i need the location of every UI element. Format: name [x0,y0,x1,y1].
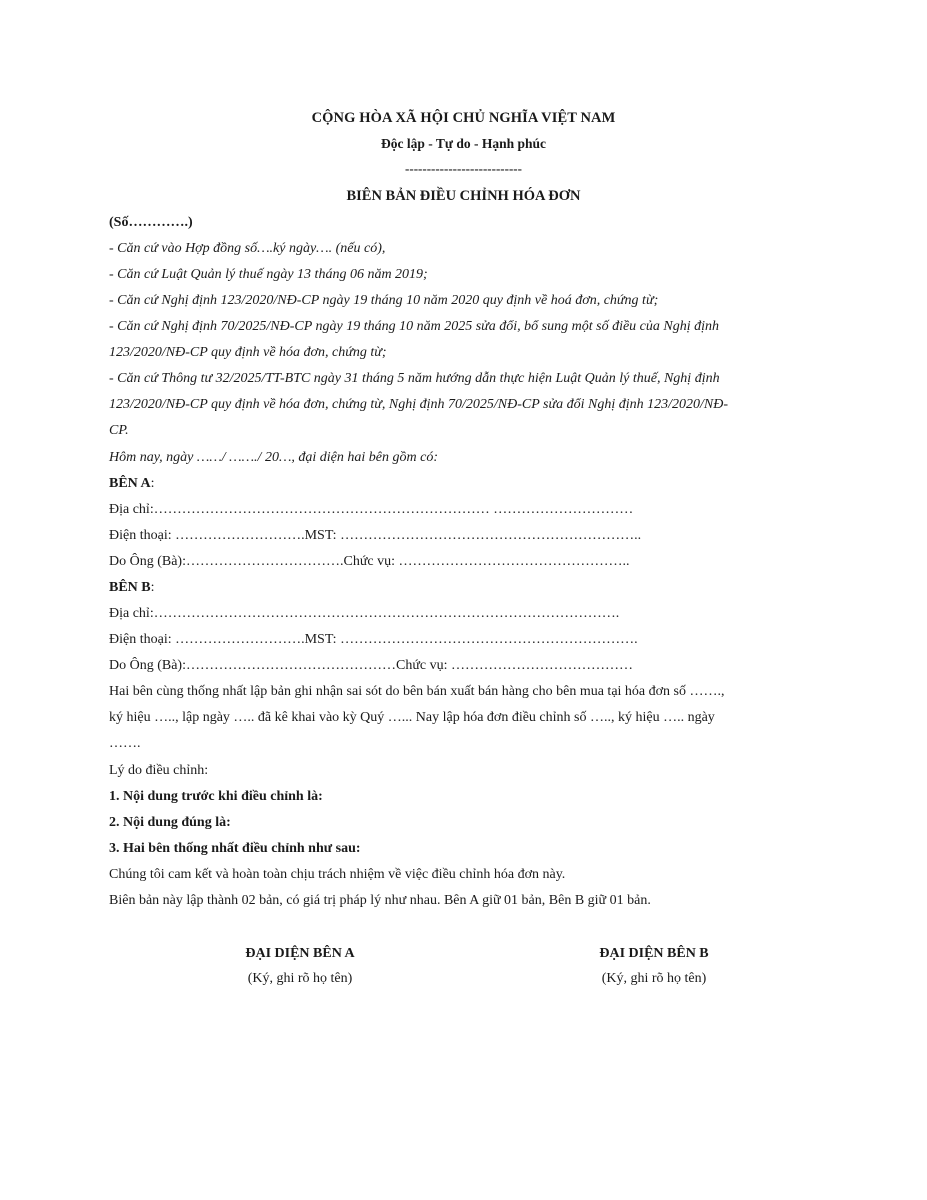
party-a-heading [109,476,155,492]
party-a-phone: Điện thoại: ……………………….MST: ……………………………………………………….. [109,528,642,543]
basis-line-4: - Căn cứ Nghị định 70/2025/NĐ-CP ngày 19 tháng 10 năm 2025 sửa đổi, bổ sung một số điều của Nghị định [109,319,720,334]
party-b-representative: Do Ông (Bà):………………………………………Chức vụ: ………………………………… [109,658,634,673]
nation-heading: CỘNG HÒA XÃ HỘI CHỦ NGHĨA VIỆT NAM [311,110,616,126]
document-number: (Số………….) [109,215,193,230]
section-2: 2. Nội dung đúng là: [109,815,231,830]
basis-line-2: - Căn cứ Luật Quản lý thuế ngày 13 tháng 06 năm 2019; [109,267,428,282]
agreement-line-3: ……. [109,736,141,751]
basis-line-6: - Căn cứ Thông tư 32/2025/TT-BTC ngày 31 tháng 5 năm hướng dẫn thực hiện Luật Quản lý thuế, Nghị định [109,371,720,386]
signature-block-b [504,946,804,987]
document-title: BIÊN BẢN ĐIỀU CHỈNH HÓA ĐƠN [346,188,581,204]
copies-text: Biên bản này lập thành 02 bản, có giá trị pháp lý như nhau. Bên A giữ 01 bản, Bên B giữ 01 bản. [109,893,651,908]
party-b-heading [109,580,155,596]
section-1: 1. Nội dung trước khi điều chỉnh là: [109,789,323,804]
party-b-label: BÊN B [109,580,151,595]
signature-block-a [150,946,450,987]
agreement-line-1: Hai bên cùng thống nhất lập bản ghi nhận sai sót do bên bán xuất bán hàng cho bên mua tại hóa đơn số ……., [109,684,725,699]
agreement-line-2: ký hiệu ….., lập ngày ….. đã kê khai vào kỳ Quý …... Nay lập hóa đơn điều chỉnh số ….., ký hiệu ….. ngày [109,710,715,725]
separator-line: --------------------------- [405,161,522,176]
signature-b-instruction: (Ký, ghi rõ họ tên) [601,971,707,986]
reason-label: Lý do điều chỉnh: [109,763,209,778]
commitment-text: Chúng tôi cam kết và hoàn toàn chịu trách nhiệm về việc điều chỉnh hóa đơn này. [109,867,566,882]
today-line: Hôm nay, ngày ……/ ……./ 20…, đại diện hai bên gồm có: [109,450,438,465]
party-a-colon: : [150,476,155,491]
basis-line-1: - Căn cứ vào Hợp đồng số….ký ngày…. (nếu có), [109,241,386,256]
basis-line-3: - Căn cứ Nghị định 123/2020/NĐ-CP ngày 19 tháng 10 năm 2020 quy định về hoá đơn, chứng từ; [109,293,659,308]
party-a-label: BÊN A [109,476,151,491]
basis-line-7: 123/2020/NĐ-CP quy định về hóa đơn, chứng từ, Nghị định 70/2025/NĐ-CP sửa đổi Nghị định 123/2020/NĐ- [109,397,729,412]
party-b-phone: Điện thoại: ……………………….MST: ………………………………………………………. [109,632,638,647]
party-b-address: Địa chỉ:………………………………………………………………………………………. [109,606,620,621]
signature-a-title: ĐẠI DIỆN BÊN A [245,946,355,961]
basis-line-5: 123/2020/NĐ-CP quy định về hóa đơn, chứng từ; [109,345,387,360]
basis-line-8: CP. [109,423,129,438]
signature-b-title: ĐẠI DIỆN BÊN B [599,946,709,961]
motto: Độc lập - Tự do - Hạnh phúc [380,136,547,151]
party-a-address: Địa chỉ:……………………………………………………………… ………………………… [109,502,634,517]
party-a-representative: Do Ông (Bà):…………………………….Chức vụ: ………………………………………….. [109,554,630,569]
party-b-colon: : [150,580,155,595]
section-3: 3. Hai bên thống nhất điều chỉnh như sau: [109,841,361,856]
signature-a-instruction: (Ký, ghi rõ họ tên) [247,971,353,986]
